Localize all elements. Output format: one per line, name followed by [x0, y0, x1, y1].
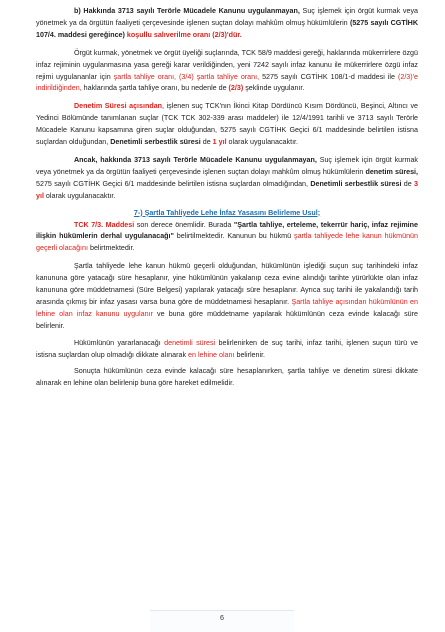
- paragraph-supervision-period: Denetim Süresi açısından, işlenen suç TCK'nın İkinci Kitap Dördüncü Kısım Dördüncü, Beşinci, Altıncı ve Yedinci Bölümünde tanımlanan suçlar (TCK TCK 302-339 arası maddeler) ile 12/4/1991 tarihli ve 3713 sayılı Terörle Mücadele Kanunu kapsamına giren suçlar olduğundan, 5275 sayılı CGTİHK Geçici 6/1 maddesinde belirtilen istisna suçlardan olduğundan, Denetimli serbestlik süresi de 1 yıl olarak uygulanacaktır.: [36, 102, 418, 147]
- paragraph-tck-7-3: TCK 7/3. Maddesi son derece önemlidir. Burada "Şartla tahliye, erteleme, tekerrür hariç, infaz rejimine ilişkin hükümlerin derhal uygulanacağı" belirtilmektedir. Kanunun bu hükmü şartla tahliyede lehe kanun hükmünün geçerli olacağını belirtmektedir.: [36, 220, 418, 253]
- section-heading: 7-) Şartla Tahliyede Lehe İnfaz Yasasını Belirleme Usul;: [133, 208, 321, 217]
- paragraph-organization-crimes: Örgüt kurmak, yönetmek ve örgüt üyeliği suçlarında, TCK 58/9 maddesi gereği, haklarında mükerrirlere özgü infaz rejiminin uygulanmasına yasa gereği karar verildiğinden, yeni 7242 sayılı infaz kanunu ile mükerrirlere özgü infaz rejimi uygulananlar için şartla tahliye oranı, (3/4) şartla tahliye oranı, 5275 sayılı CGTİHK 108/1-d maddesi ile (2/3)'e indirildiğinden, haklarında şartla tahliye oranı, bu nedenle de (2/3) şeklinde uygulanır.: [36, 48, 418, 93]
- document-page: [36, 6, 418, 390]
- paragraph-however-clause: Ancak, hakkında 3713 sayılı Terörle Mücadele Kanunu uygulanmayan, Suç işlemek için örgüt kurmak veya yönetmek ya da örgütün faaliyeti çerçevesinde işlenen suçtan dolayı mahkûm olmuş hükümlülerin denetim süresi, 5275 sayılı CGTİHK Geçici 6/1 maddesinde belirtilen istisna suçlardan olmadığından, Denetimli serbestlik süresi de 3 yıl olarak uygulanacaktır.: [36, 155, 419, 200]
- paragraph-conditional-release-b: b) Hakkında 3713 sayılı Terörle Mücadele Kanunu uygulanmayan, Suç işlemek için örgüt kurmak veya yönetmek ya da örgütün faaliyeti çerçevesinde işlenen suçtan dolayı mahkûm olmuş hükümlülerin (5275 sayılı CGTİHK 107/4. maddesi gereğince) koşullu salıverilme oranı (2/3)'dür.: [36, 7, 418, 39]
- paragraph-supervision-determination: Hükümlünün yararlanacağı denetimli süresi belirlenirken de suç tarihi, infaz tarihi, işlenen suçun türü ve istisna suçlardan olup olmadığı dikkate alınarak en lehine olanı belirlenir.: [36, 338, 419, 359]
- page-footer: [150, 610, 294, 632]
- subsection-b-title: b) Hakkında 3713 sayılı Terörle Mücadele Kanunu uygulanmayan,: [74, 7, 300, 15]
- paragraph-favorable-law: Şartla tahliyede lehe kanun hükmü geçerli olduğundan, hükümlünün işlediği suçun suç tarihindeki infaz kanununa göre yatacağı süre hesaplanır, yine hükümlünün yakalanıp ceza evine alındığı tarihte yürürlükte olan infaz kanununa göre müddetnamesi (Süre Belgesi) yapılarak yatacağı süre hesaplanır. Ayrıca suç tarihi ile yakalandığı tarih arasında çıkmış bir infaz yasası varsa buna göre de müddetnamesi hesaplanır. Şartla tahliye açısından hükümlünün en lehine olan infaz kanunu uygulanır ve buna göre müddetname yapılarak hükümlünün ceza evinde kalacağı süre belirlenir.: [36, 262, 418, 330]
- page-number: 6: [220, 613, 224, 622]
- paragraph-conclusion: Sonuçta hükümlünün ceza evinde kalacağı süre hesaplanırken, şartla tahliye ve denetim süresi dikkate alınarak en lehine olan belirlenip buna göre hareket edilmelidir.: [36, 367, 418, 388]
